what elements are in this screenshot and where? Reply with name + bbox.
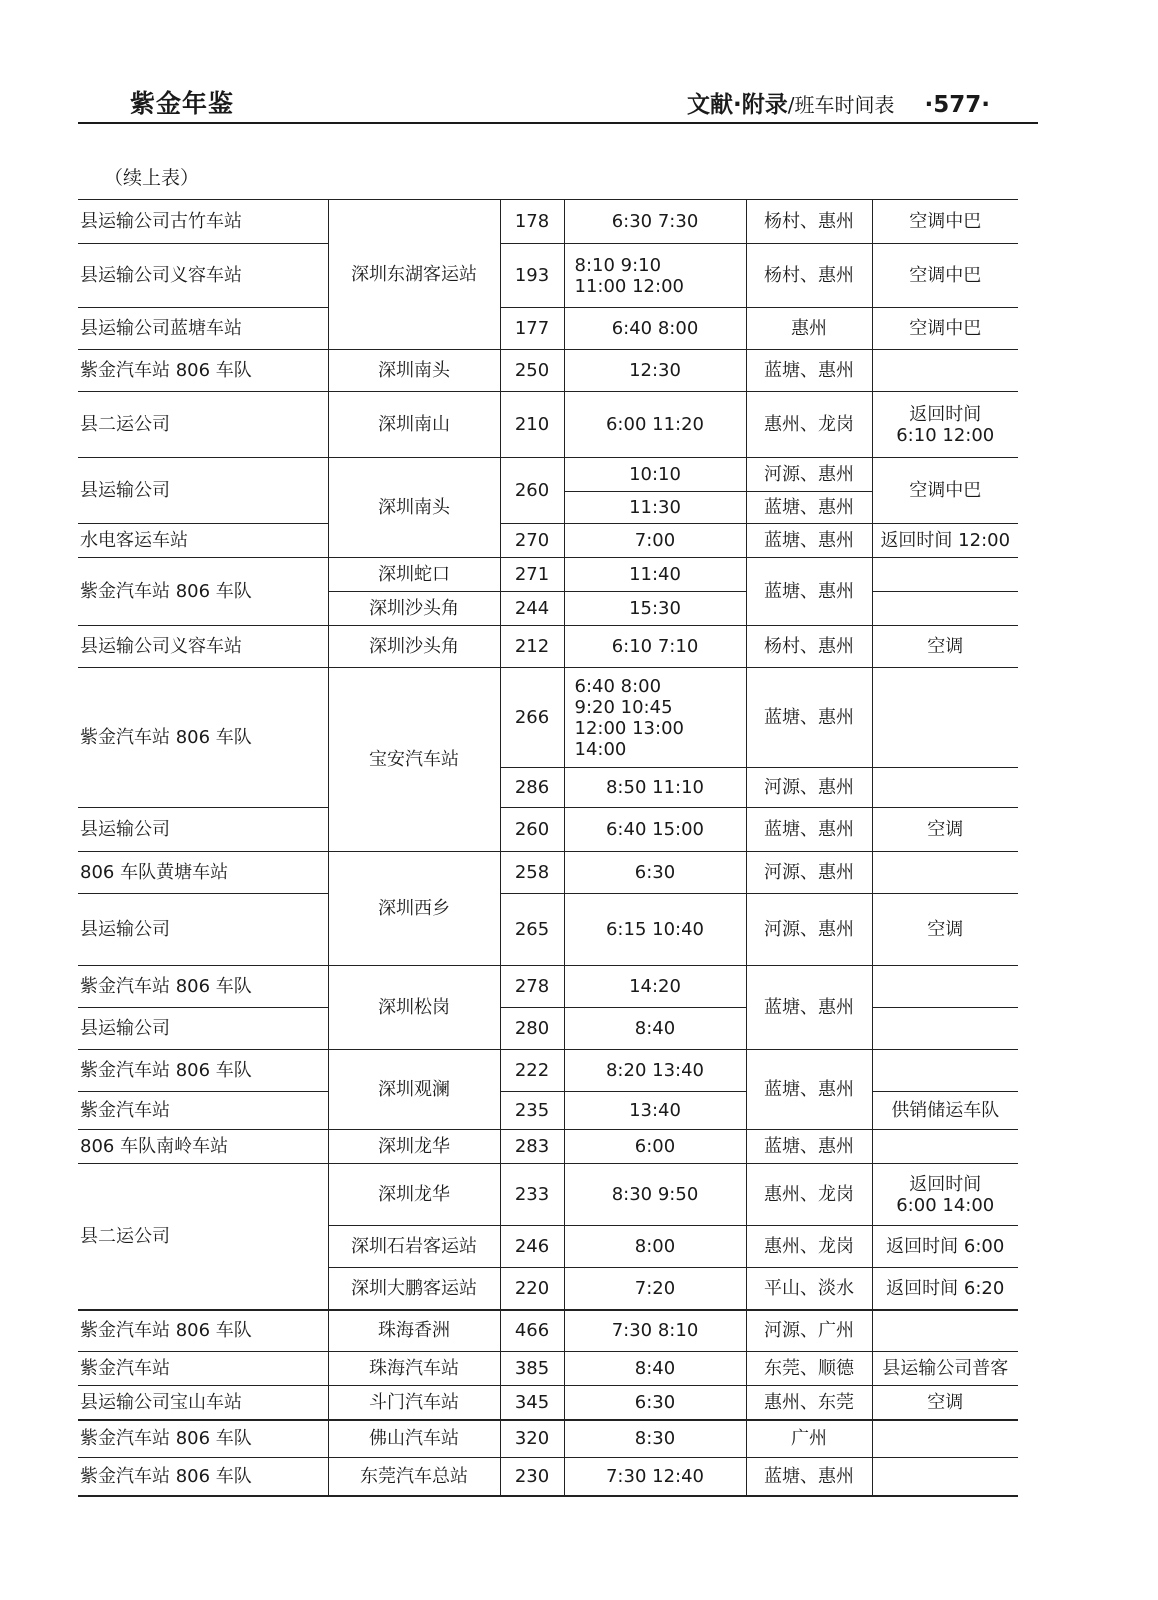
section-title: 文献·附录 bbox=[687, 92, 788, 118]
via-cell: 广州 bbox=[746, 1420, 872, 1458]
operator-cell: 县运输公司义容车站 bbox=[78, 626, 328, 668]
remark-cell: 空调中巴 bbox=[872, 244, 1018, 308]
operator-cell: 水电客运车站 bbox=[78, 524, 328, 558]
departure-times-cell: 6:10 7:10 bbox=[564, 626, 746, 668]
destination-cell: 珠海香洲 bbox=[328, 1310, 500, 1352]
operator-cell: 县运输公司古竹车站 bbox=[78, 200, 328, 244]
via-cell: 河源、惠州 bbox=[746, 458, 872, 492]
table-row bbox=[78, 1458, 1018, 1496]
departure-times-cell: 6:30 bbox=[564, 852, 746, 894]
remark-cell: 返回时间 6:10 12:00 bbox=[872, 392, 1018, 458]
bus-schedule-table bbox=[78, 199, 1018, 1497]
destination-cell: 珠海汽车站 bbox=[328, 1352, 500, 1386]
destination-cell: 深圳龙华 bbox=[328, 1164, 500, 1226]
via-cell: 蓝塘、惠州 bbox=[746, 1130, 872, 1164]
page-header bbox=[78, 84, 1038, 124]
via-cell: 惠州、龙岗 bbox=[746, 1226, 872, 1268]
table-row bbox=[78, 1386, 1018, 1420]
destination-cell: 深圳石岩客运站 bbox=[328, 1226, 500, 1268]
remark-cell: 空调中巴 bbox=[872, 458, 1018, 524]
operator-cell: 县运输公司蓝塘车站 bbox=[78, 308, 328, 350]
destination-cell: 深圳龙华 bbox=[328, 1130, 500, 1164]
departure-times-cell: 6:30 bbox=[564, 1386, 746, 1420]
route-number-cell: 345 bbox=[500, 1386, 564, 1420]
route-number-cell: 210 bbox=[500, 392, 564, 458]
page-number: ·577· bbox=[924, 92, 990, 118]
departure-times-cell: 11:40 bbox=[564, 558, 746, 592]
remark-cell: 返回时间 6:20 bbox=[872, 1268, 1018, 1310]
operator-cell: 806 车队黄塘车站 bbox=[78, 852, 328, 894]
running-head bbox=[687, 86, 990, 119]
table-row bbox=[78, 966, 1018, 1008]
operator-cell: 806 车队南岭车站 bbox=[78, 1130, 328, 1164]
table-row bbox=[78, 894, 1018, 966]
remark-cell: 空调 bbox=[872, 894, 1018, 966]
table-row bbox=[78, 524, 1018, 558]
departure-times-cell: 7:30 8:10 bbox=[564, 1310, 746, 1352]
departure-times-cell: 8:00 bbox=[564, 1226, 746, 1268]
remark-cell: 空调中巴 bbox=[872, 200, 1018, 244]
via-cell: 蓝塘、惠州 bbox=[746, 1458, 872, 1496]
remark-cell: 供销储运车队 bbox=[872, 1092, 1018, 1130]
table-row bbox=[78, 1352, 1018, 1386]
departure-times-cell: 7:20 bbox=[564, 1268, 746, 1310]
via-cell: 河源、广州 bbox=[746, 1310, 872, 1352]
destination-cell: 深圳大鹏客运站 bbox=[328, 1268, 500, 1310]
destination-cell: 深圳南头 bbox=[328, 350, 500, 392]
operator-cell: 紫金汽车站 806 车队 bbox=[78, 966, 328, 1008]
operator-cell: 县运输公司 bbox=[78, 894, 328, 966]
table-row bbox=[78, 392, 1018, 458]
destination-cell: 深圳蛇口 bbox=[328, 558, 500, 592]
operator-cell: 紫金汽车站 806 车队 bbox=[78, 1310, 328, 1352]
operator-cell: 紫金汽车站 806 车队 bbox=[78, 1050, 328, 1092]
via-cell: 河源、惠州 bbox=[746, 852, 872, 894]
remark-cell bbox=[872, 558, 1018, 592]
destination-cell: 深圳西乡 bbox=[328, 852, 500, 966]
via-cell: 惠州、龙岗 bbox=[746, 392, 872, 458]
route-number-cell: 193 bbox=[500, 244, 564, 308]
departure-times-cell: 8:50 11:10 bbox=[564, 768, 746, 808]
departure-times-cell: 8:40 bbox=[564, 1352, 746, 1386]
via-cell: 蓝塘、惠州 bbox=[746, 808, 872, 852]
via-cell: 蓝塘、惠州 bbox=[746, 524, 872, 558]
departure-times-cell: 8:10 9:10 11:00 12:00 bbox=[564, 244, 746, 308]
via-cell: 蓝塘、惠州 bbox=[746, 1050, 872, 1130]
remark-cell bbox=[872, 1050, 1018, 1092]
operator-cell: 紫金汽车站 bbox=[78, 1352, 328, 1386]
operator-cell: 紫金汽车站 806 车队 bbox=[78, 668, 328, 808]
destination-cell: 深圳南山 bbox=[328, 392, 500, 458]
route-number-cell: 260 bbox=[500, 808, 564, 852]
continued-note: （续上表） bbox=[104, 167, 200, 189]
destination-cell: 深圳观澜 bbox=[328, 1050, 500, 1130]
remark-cell bbox=[872, 1458, 1018, 1496]
destination-cell: 东莞汽车总站 bbox=[328, 1458, 500, 1496]
book-title: 紫金年鉴 bbox=[130, 89, 235, 118]
departure-times-cell: 8:20 13:40 bbox=[564, 1050, 746, 1092]
remark-cell bbox=[872, 350, 1018, 392]
departure-times-cell: 6:40 8:00 bbox=[564, 308, 746, 350]
remark-cell bbox=[872, 1008, 1018, 1050]
table-row bbox=[78, 1008, 1018, 1050]
operator-cell: 紫金汽车站 806 车队 bbox=[78, 1420, 328, 1458]
operator-cell: 县二运公司 bbox=[78, 1164, 328, 1310]
via-cell: 惠州、东莞 bbox=[746, 1386, 872, 1420]
table-row bbox=[78, 808, 1018, 852]
destination-cell: 宝安汽车站 bbox=[328, 668, 500, 852]
subsection-title: /班车时间表 bbox=[787, 93, 895, 117]
destination-cell: 深圳松岗 bbox=[328, 966, 500, 1050]
table-row bbox=[78, 1164, 1018, 1226]
route-number-cell: 212 bbox=[500, 626, 564, 668]
remark-cell bbox=[872, 768, 1018, 808]
departure-times-cell: 10:10 bbox=[564, 458, 746, 492]
remark-cell bbox=[872, 1310, 1018, 1352]
departure-times-cell: 12:30 bbox=[564, 350, 746, 392]
table-row bbox=[78, 308, 1018, 350]
remark-cell: 县运输公司普客 bbox=[872, 1352, 1018, 1386]
remark-cell: 返回时间 12:00 bbox=[872, 524, 1018, 558]
via-cell: 杨村、惠州 bbox=[746, 244, 872, 308]
remark-cell: 返回时间 6:00 14:00 bbox=[872, 1164, 1018, 1226]
destination-cell: 深圳沙头角 bbox=[328, 626, 500, 668]
table-row bbox=[78, 558, 1018, 592]
route-number-cell: 222 bbox=[500, 1050, 564, 1092]
table-row bbox=[78, 458, 1018, 492]
route-number-cell: 178 bbox=[500, 200, 564, 244]
table-row bbox=[78, 852, 1018, 894]
departure-times-cell: 6:40 8:00 9:20 10:45 12:00 13:00 14:00 bbox=[564, 668, 746, 768]
table-row bbox=[78, 668, 1018, 768]
route-number-cell: 246 bbox=[500, 1226, 564, 1268]
remark-cell bbox=[872, 852, 1018, 894]
remark-cell bbox=[872, 592, 1018, 626]
route-number-cell: 280 bbox=[500, 1008, 564, 1050]
route-number-cell: 250 bbox=[500, 350, 564, 392]
via-cell: 蓝塘、惠州 bbox=[746, 966, 872, 1050]
operator-cell: 紫金汽车站 806 车队 bbox=[78, 1458, 328, 1496]
operator-cell: 县运输公司 bbox=[78, 808, 328, 852]
via-cell: 惠州、龙岗 bbox=[746, 1164, 872, 1226]
route-number-cell: 271 bbox=[500, 558, 564, 592]
remark-cell: 空调 bbox=[872, 808, 1018, 852]
table-row bbox=[78, 1130, 1018, 1164]
departure-times-cell: 13:40 bbox=[564, 1092, 746, 1130]
table-row bbox=[78, 1310, 1018, 1352]
departure-times-cell: 6:15 10:40 bbox=[564, 894, 746, 966]
via-cell: 杨村、惠州 bbox=[746, 200, 872, 244]
departure-times-cell: 11:30 bbox=[564, 492, 746, 524]
operator-cell: 紫金汽车站 806 车队 bbox=[78, 558, 328, 626]
table-row bbox=[78, 1050, 1018, 1092]
via-cell: 河源、惠州 bbox=[746, 768, 872, 808]
departure-times-cell: 8:30 bbox=[564, 1420, 746, 1458]
table-row bbox=[78, 626, 1018, 668]
operator-cell: 县运输公司 bbox=[78, 458, 328, 524]
departure-times-cell: 14:20 bbox=[564, 966, 746, 1008]
route-number-cell: 244 bbox=[500, 592, 564, 626]
departure-times-cell: 6:30 7:30 bbox=[564, 200, 746, 244]
remark-cell: 返回时间 6:00 bbox=[872, 1226, 1018, 1268]
via-cell: 杨村、惠州 bbox=[746, 626, 872, 668]
departure-times-cell: 8:30 9:50 bbox=[564, 1164, 746, 1226]
route-number-cell: 266 bbox=[500, 668, 564, 768]
route-number-cell: 278 bbox=[500, 966, 564, 1008]
operator-cell: 县运输公司 bbox=[78, 1008, 328, 1050]
route-number-cell: 258 bbox=[500, 852, 564, 894]
table-row bbox=[78, 1420, 1018, 1458]
route-number-cell: 466 bbox=[500, 1310, 564, 1352]
departure-times-cell: 15:30 bbox=[564, 592, 746, 626]
route-number-cell: 385 bbox=[500, 1352, 564, 1386]
table-row bbox=[78, 244, 1018, 308]
route-number-cell: 220 bbox=[500, 1268, 564, 1310]
departure-times-cell: 7:00 bbox=[564, 524, 746, 558]
route-number-cell: 270 bbox=[500, 524, 564, 558]
departure-times-cell: 6:40 15:00 bbox=[564, 808, 746, 852]
operator-cell: 紫金汽车站 bbox=[78, 1092, 328, 1130]
route-number-cell: 233 bbox=[500, 1164, 564, 1226]
via-cell: 蓝塘、惠州 bbox=[746, 558, 872, 626]
departure-times-cell: 6:00 bbox=[564, 1130, 746, 1164]
destination-cell: 深圳东湖客运站 bbox=[328, 200, 500, 350]
destination-cell: 深圳沙头角 bbox=[328, 592, 500, 626]
remark-cell bbox=[872, 1420, 1018, 1458]
table-row bbox=[78, 200, 1018, 244]
remark-cell: 空调 bbox=[872, 626, 1018, 668]
route-number-cell: 177 bbox=[500, 308, 564, 350]
via-cell: 平山、淡水 bbox=[746, 1268, 872, 1310]
destination-cell: 斗门汽车站 bbox=[328, 1386, 500, 1420]
departure-times-cell: 6:00 11:20 bbox=[564, 392, 746, 458]
operator-cell: 县运输公司宝山车站 bbox=[78, 1386, 328, 1420]
operator-cell: 县二运公司 bbox=[78, 392, 328, 458]
remark-cell bbox=[872, 966, 1018, 1008]
via-cell: 蓝塘、惠州 bbox=[746, 668, 872, 768]
route-number-cell: 283 bbox=[500, 1130, 564, 1164]
via-cell: 蓝塘、惠州 bbox=[746, 350, 872, 392]
departure-times-cell: 7:30 12:40 bbox=[564, 1458, 746, 1496]
departure-times-cell: 8:40 bbox=[564, 1008, 746, 1050]
destination-cell: 深圳南头 bbox=[328, 458, 500, 558]
route-number-cell: 286 bbox=[500, 768, 564, 808]
operator-cell: 紫金汽车站 806 车队 bbox=[78, 350, 328, 392]
route-number-cell: 230 bbox=[500, 1458, 564, 1496]
remark-cell bbox=[872, 668, 1018, 768]
remark-cell bbox=[872, 1130, 1018, 1164]
route-number-cell: 260 bbox=[500, 458, 564, 524]
via-cell: 东莞、顺德 bbox=[746, 1352, 872, 1386]
table-row bbox=[78, 1092, 1018, 1130]
route-number-cell: 320 bbox=[500, 1420, 564, 1458]
table-row bbox=[78, 350, 1018, 392]
schedule-table-wrapper bbox=[78, 199, 1018, 1497]
route-number-cell: 235 bbox=[500, 1092, 564, 1130]
remark-cell: 空调 bbox=[872, 1386, 1018, 1420]
via-cell: 惠州 bbox=[746, 308, 872, 350]
destination-cell: 佛山汽车站 bbox=[328, 1420, 500, 1458]
via-cell: 蓝塘、惠州 bbox=[746, 492, 872, 524]
route-number-cell: 265 bbox=[500, 894, 564, 966]
operator-cell: 县运输公司义容车站 bbox=[78, 244, 328, 308]
via-cell: 河源、惠州 bbox=[746, 894, 872, 966]
remark-cell: 空调中巴 bbox=[872, 308, 1018, 350]
